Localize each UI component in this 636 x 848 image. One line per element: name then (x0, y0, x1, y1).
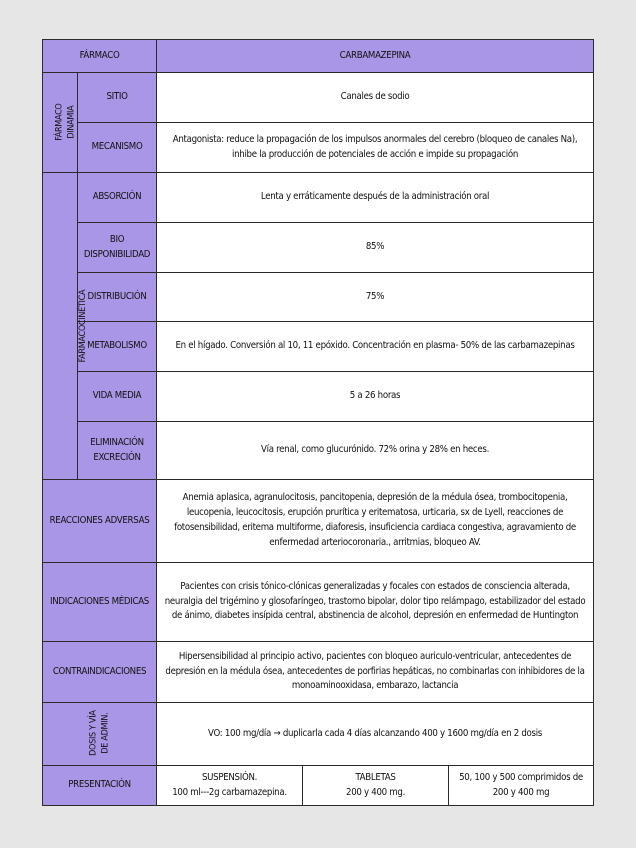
value-comprimidos (449, 766, 594, 806)
row-metabolismo (43, 322, 594, 372)
label-dosis-line1: DOSIS Y VÍA (88, 710, 99, 756)
group-farmacodinamia (43, 73, 78, 173)
carbamazepina-table (42, 39, 594, 806)
label-eliminacion (78, 422, 157, 480)
tabletas-line1: TABLETAS (355, 771, 396, 783)
value-sitio: Canales de sodio (157, 73, 594, 123)
label-reacciones: REACCIONES ADVERSAS (43, 480, 157, 563)
value-reacciones: Anemia aplasica, agranulocitosis, pancitopenia, depresión de la médula ósea, trombocitopenia, leucopenia, leucocitosis, erupción prurítica y eritematosa, urticaria, sx de Lyell, reacciones de fotosensibilidad, eritema multiforme, diaforesis, insuficiencia cardiaca congestiva, agravamiento de enfermedad arteriocoronaria., arritmias, bloqueo AV. (157, 480, 594, 563)
row-mecanismo (43, 123, 594, 173)
value-tabletas (303, 766, 449, 806)
row-distribucion (43, 273, 594, 322)
value-distribucion: 75% (157, 273, 594, 322)
row-presentacion (43, 766, 594, 806)
row-absorcion (43, 173, 594, 223)
drug-table-page (42, 39, 593, 806)
header-farmaco: FÁRMACO (43, 40, 157, 73)
label-bio-line2: DISPONIBILIDAD (83, 248, 151, 260)
suspension-line1: SUSPENSIÓN. (201, 771, 258, 783)
label-dosis (43, 703, 157, 766)
label-contraindicaciones: CONTRAINDICACIONES (43, 642, 157, 703)
value-metabolismo: En el hígado. Conversión al 10, 11 epóxido. Concentración en plasma- 50% de las carbamazepinas (157, 322, 594, 372)
label-metabolismo: METABOLISMO (78, 322, 157, 372)
value-biodisponibilidad: 85% (157, 223, 594, 273)
row-eliminacion (43, 422, 594, 480)
value-contraindicaciones: Hipersensibilidad al principio activo, pacientes con bloqueo auriculo-ventricular, antecedentes de depresión en la médula ósea, antecedentes de porfirias hepáticas, no combinarlas con inhibidores de la monoaminooxidasa, embarazo, lactancia (157, 642, 594, 703)
row-vida-media (43, 372, 594, 422)
value-vida-media: 5 a 26 horas (157, 372, 594, 422)
group-farmacodinamia-line1: FÁRMACO (54, 102, 65, 141)
label-sitio: SITIO (78, 73, 157, 123)
value-suspension (157, 766, 303, 806)
row-dosis (43, 703, 594, 766)
value-mecanismo: Antagonista: reduce la propagación de los impulsos anormales del cerebro (bloqueo de canales Na), inhibe la producción de potenciales de acción e impide su propagación (157, 123, 594, 173)
group-farmacodinamia-line2: DINAMIA (66, 105, 77, 139)
label-indicaciones: INDICACIONES MÉDICAS (43, 563, 157, 642)
label-elim-line1: ELIMINACIÓN (90, 436, 144, 448)
header-drug-name: CARBAMAZEPINA (157, 40, 594, 73)
value-eliminacion: Vía renal, como glucurónido. 72% orina y 28% en heces. (157, 422, 594, 480)
label-biodisponibilidad (78, 223, 157, 273)
header-row (43, 40, 594, 73)
row-reacciones (43, 480, 594, 563)
comprimidos-line1: 50, 100 y 500 comprimidos de (459, 771, 583, 783)
suspension-line2: 100 ml---2g carbamazepina. (172, 786, 287, 798)
label-mecanismo: MECANISMO (78, 123, 157, 173)
row-indicaciones (43, 563, 594, 642)
comprimidos-line2: 200 y 400 mg (492, 786, 550, 798)
value-indicaciones: Pacientes con crisis tónico-clónicas generalizadas y focales con estados de consciencia alterada, neuralgia del trigémino y glosofaríngeo, trastorno bipolar, dolor tipo relámpago, estabilizador del estado de ánimo, diabetes insípida central, abstinencia de alcohol, depresión en enfermedad de Huntington (157, 563, 594, 642)
tabletas-line2: 200 y 400 mg. (346, 786, 406, 798)
label-absorcion: ABSORCIÓN (78, 173, 157, 223)
value-dosis: VO: 100 mg/día → duplicarla cada 4 días alcanzando 400 y 1600 mg/día en 2 dosis (157, 703, 594, 766)
row-contraindicaciones (43, 642, 594, 703)
value-absorcion: Lenta y erráticamente después de la administración oral (157, 173, 594, 223)
label-bio-line1: BIO (109, 233, 125, 245)
label-vida-media: VIDA MEDIA (78, 372, 157, 422)
label-elim-line2: EXCRECIÓN (93, 451, 141, 463)
label-presentacion: PRESENTACIÓN (43, 766, 157, 806)
group-farmacocinetica (43, 173, 89, 480)
row-biodisponibilidad (43, 223, 594, 273)
label-dosis-line2: DE ADMIN. (100, 712, 111, 754)
group-farmacocinetica-label: FARMACOCINÉTICA (78, 289, 89, 362)
label-distribucion: DISTRIBUCIÓN (78, 273, 157, 322)
row-sitio (43, 73, 594, 123)
